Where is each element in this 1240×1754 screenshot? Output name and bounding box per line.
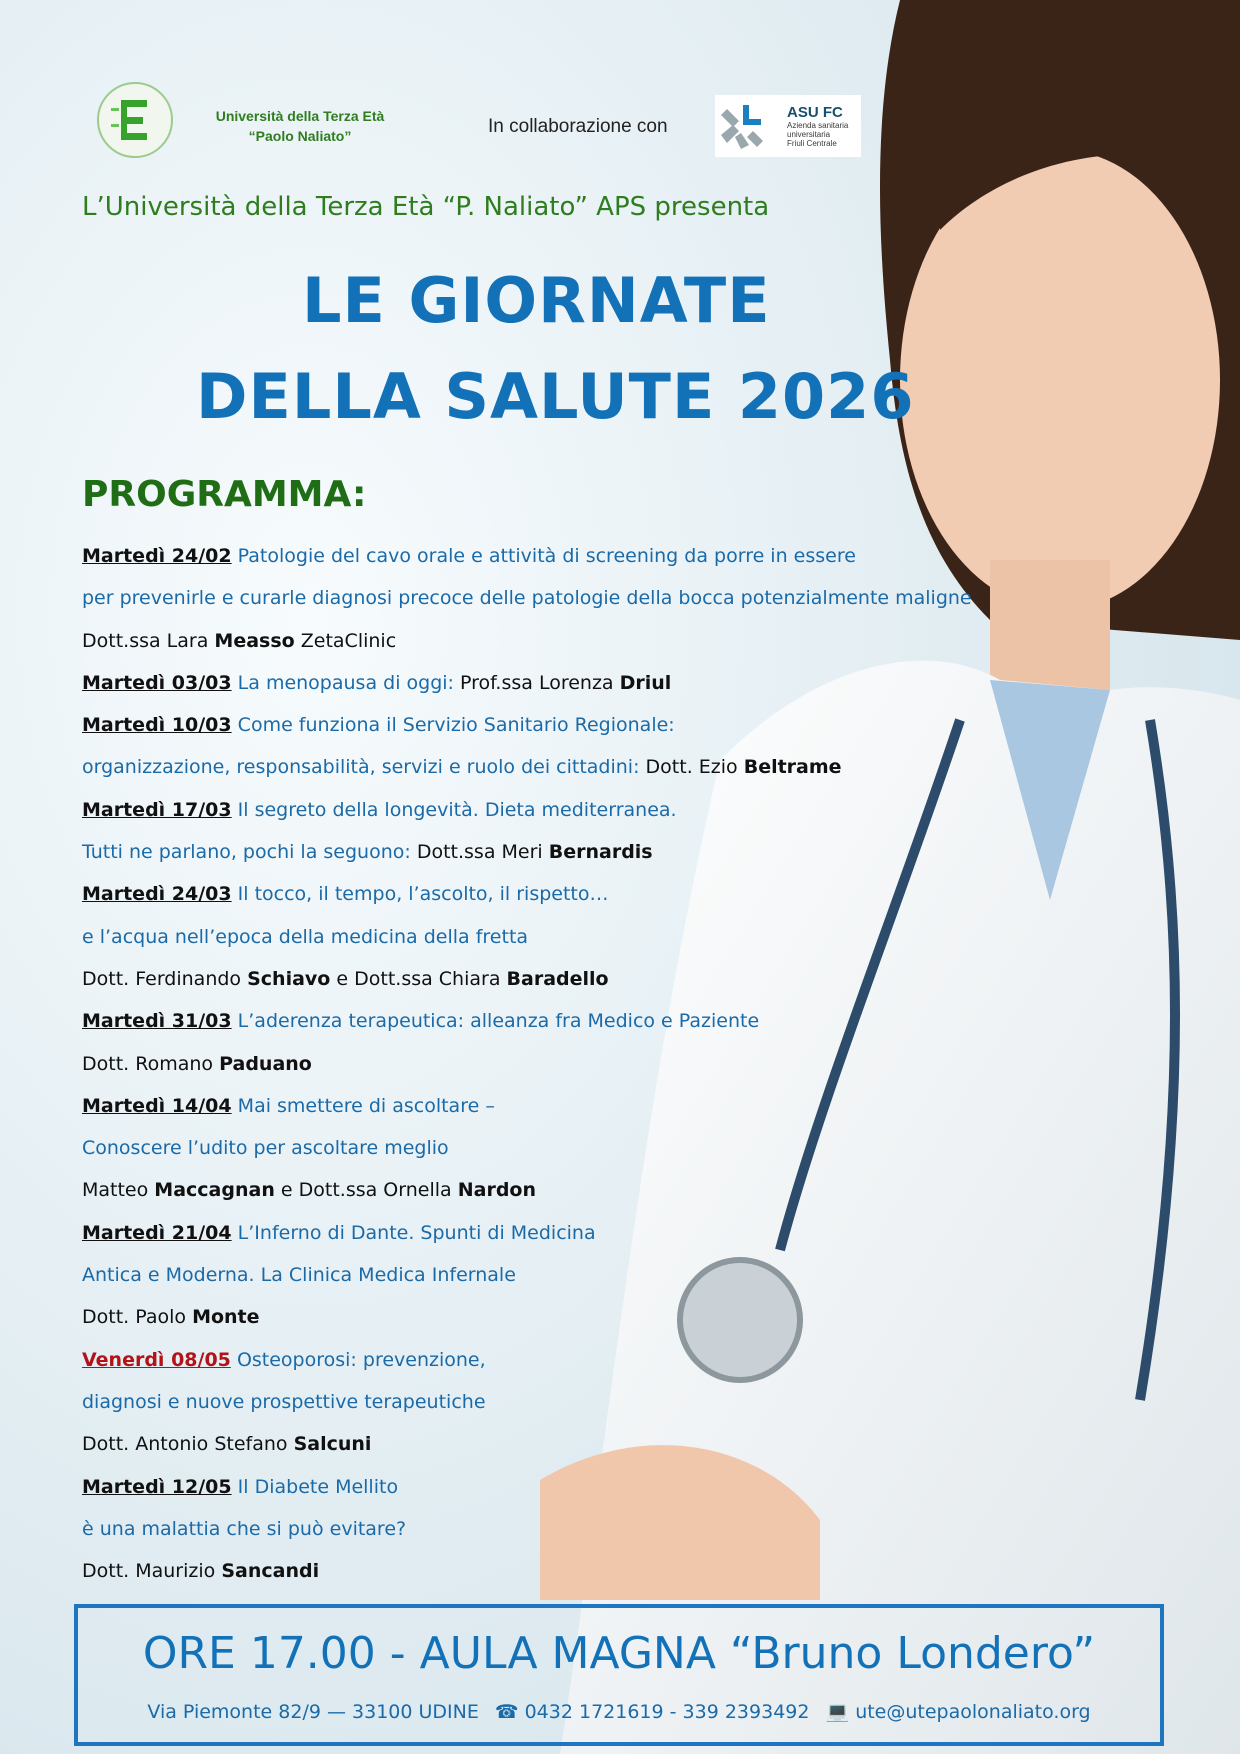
event-topic: Come funziona il Servizio Sanitario Regionale: — [237, 714, 675, 737]
program-line — [82, 1004, 982, 1046]
program-line — [82, 920, 982, 962]
program-line — [82, 539, 982, 581]
program-list — [82, 539, 982, 1596]
speaker-title: Matteo — [82, 1179, 149, 1202]
program-line — [82, 624, 982, 666]
title-line1: LE GIORNATE — [302, 264, 771, 337]
event-topic: L’Inferno di Dante. Spunti di Medicina — [237, 1221, 596, 1244]
program-line — [82, 835, 982, 877]
program-line — [82, 1512, 982, 1554]
speaker-surname: Schiavo — [247, 967, 331, 990]
event-date: Martedì 03/03 — [82, 671, 232, 694]
event-date: Martedì 31/03 — [82, 1010, 232, 1033]
ute-name-line2: “Paolo Naliato” — [248, 128, 352, 144]
program-line — [82, 1343, 982, 1385]
program-line — [82, 1258, 982, 1300]
speaker-surname: Baradello — [506, 967, 609, 990]
program-heading: PROGRAMMA: — [82, 474, 367, 515]
ute-logo — [97, 82, 173, 158]
speaker-surname: Driul — [619, 671, 672, 694]
event-topic: Mai smettere di ascoltare – — [237, 1094, 495, 1117]
speaker-title: Prof.ssa Lorenza — [459, 671, 614, 694]
event-date: Martedì 17/03 — [82, 798, 232, 821]
ute-name-line1: Università della Terza Età — [215, 108, 385, 124]
speaker-title: Dott. Romano — [82, 1052, 214, 1075]
event-date: Martedì 21/04 — [82, 1221, 232, 1244]
speaker-title: e Dott.ssa Chiara — [336, 967, 501, 990]
program-line — [82, 1131, 982, 1173]
speaker-title: Dott. Antonio Stefano — [82, 1433, 288, 1456]
asu-line2: universitaria — [787, 130, 831, 139]
event-topic: organizzazione, responsabilità, servizi e ruolo dei cittadini: — [82, 756, 640, 779]
program-line — [82, 1089, 982, 1131]
speaker-surname: Monte — [192, 1306, 260, 1329]
speaker-title: Dott.ssa Lara — [82, 629, 209, 652]
event-date: Martedì 24/02 — [82, 545, 232, 567]
phone-icon: ☎ — [494, 1701, 519, 1723]
event-topic: diagnosi e nuove prospettive terapeutiche — [82, 1390, 486, 1413]
program-line — [82, 1047, 982, 1089]
venue-box — [74, 1604, 1164, 1746]
event-date: Martedì 14/04 — [82, 1094, 232, 1117]
speaker-surname: Sancandi — [221, 1560, 320, 1583]
speaker-title: e Dott.ssa Ornella — [280, 1179, 452, 1202]
speaker-surname: Nardon — [457, 1179, 537, 1202]
speaker-surname: Beltrame — [743, 756, 842, 779]
event-topic: Patologie del cavo orale e attività di screening da porre in essere — [237, 545, 856, 567]
asu-line3: Friuli Centrale — [787, 139, 837, 148]
program-line — [82, 708, 982, 750]
program-line — [82, 1173, 982, 1215]
event-date: Venerdì 08/05 — [82, 1348, 231, 1371]
event-topic: è una malattia che si può evitare? — [82, 1517, 407, 1540]
event-date: Martedì 12/05 — [82, 1475, 232, 1498]
program-line — [82, 1216, 982, 1258]
speaker-surname: Maccagnan — [154, 1179, 275, 1202]
speaker-title: Dott. Paolo — [82, 1306, 187, 1329]
speaker-title: Dott. Ferdinando — [82, 967, 242, 990]
address: Via Piemonte 82/9 — 33100 UDINE — [147, 1701, 479, 1723]
event-topic: Conoscere l’udito per ascoltare meglio — [82, 1137, 449, 1160]
event-topic: La menopausa di oggi: — [237, 671, 454, 694]
program-line — [82, 793, 982, 835]
event-topic: per prevenirle e curarle diagnosi precoce delle patologie della bocca potenzialmente maligne — [82, 587, 972, 610]
laptop-icon: 💻 — [825, 1701, 850, 1723]
event-date: Martedì 10/03 — [82, 714, 232, 737]
event-date: Martedì 24/03 — [82, 883, 232, 906]
title-line2: DELLA SALUTE 2026 — [196, 360, 915, 433]
event-topic: Il Diabete Mellito — [237, 1475, 399, 1498]
asu-line1: Azienda sanitaria — [787, 121, 849, 130]
speaker-title: Dott. Ezio — [645, 756, 738, 779]
program-line — [82, 962, 982, 1004]
collaboration-text: In collaborazione con — [488, 116, 668, 137]
speaker-title: Dott. Maurizio — [82, 1560, 216, 1583]
event-topic: Il segreto della longevità. Dieta mediterranea. — [237, 798, 677, 821]
speaker-surname: Bernardis — [548, 841, 653, 864]
program-line — [82, 666, 982, 708]
event-topic: Osteoporosi: prevenzione, — [236, 1348, 486, 1371]
speaker-surname: Measso — [214, 629, 295, 652]
presents-line: L’Università della Terza Età “P. Naliato” APS presenta — [82, 192, 770, 222]
program-line — [82, 1385, 982, 1427]
event-topic: Il tocco, il tempo, l’ascolto, il rispetto… — [237, 883, 609, 906]
speaker-title: Dott.ssa Meri — [416, 841, 543, 864]
program-line — [82, 1554, 982, 1596]
program-line — [82, 750, 982, 792]
speaker-surname: Paduano — [219, 1052, 312, 1075]
event-topic: Antica e Moderna. La Clinica Medica Infernale — [82, 1264, 516, 1287]
asu-name: ASU FC — [787, 104, 843, 121]
contact-line — [78, 1700, 1160, 1723]
event-topic: Tutti ne parlano, pochi la seguono: — [82, 841, 411, 864]
event-topic: e l’acqua nell’epoca della medicina della fretta — [82, 925, 529, 948]
venue-time-location: ORE 17.00 - AULA MAGNA “Bruno Londero” — [142, 1628, 1096, 1679]
program-line — [82, 877, 982, 919]
program-line — [82, 1427, 982, 1469]
event-topic: L’aderenza terapeutica: alleanza fra Medico e Paziente — [237, 1010, 760, 1033]
phone-numbers: 0432 1721619 - 339 2393492 — [524, 1701, 810, 1723]
speaker-surname: Salcuni — [293, 1433, 372, 1456]
asu-fc-logo — [715, 95, 861, 157]
program-line — [82, 1470, 982, 1512]
program-line — [82, 1300, 982, 1342]
ute-name — [190, 106, 410, 146]
email-link[interactable]: ute@utepaolonaliato.org — [855, 1701, 1091, 1723]
program-line — [82, 581, 982, 623]
speaker-affiliation: ZetaClinic — [300, 629, 397, 652]
